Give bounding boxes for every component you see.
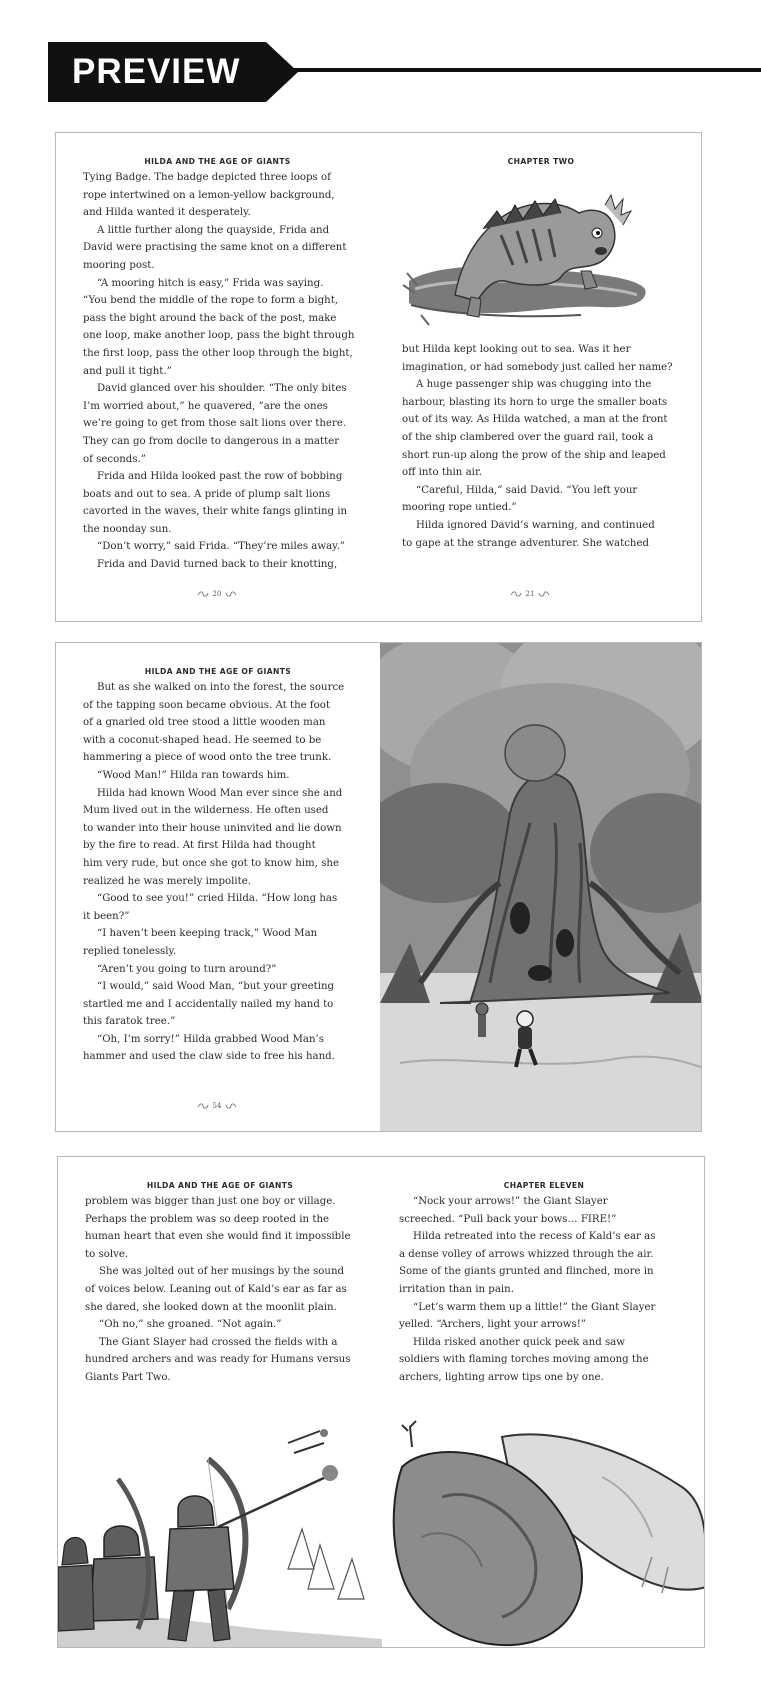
book-spread-2 bbox=[55, 642, 702, 1132]
flourish-icon bbox=[510, 590, 522, 598]
salt-lion-illustration bbox=[401, 185, 653, 335]
banner-label: PREVIEW bbox=[72, 52, 241, 91]
left-page bbox=[56, 643, 380, 1131]
running-head: CHAPTER TWO bbox=[507, 157, 575, 166]
banner-rule bbox=[280, 68, 761, 72]
left-page bbox=[58, 1157, 382, 1647]
right-page bbox=[379, 133, 702, 621]
running-head: HILDA AND THE AGE OF GIANTS bbox=[144, 667, 292, 676]
page-text: Tying Badge. The badge depicted three loops of rope intertwined on a lemon-yellow background, and Hilda wanted it desperately. A little further along the quayside, Frida and David were practising the same knot on a different mooring post. “A mooring hitch is easy,” Frida was saying. “You bend the middle of the rope to form a bight, pass the bight around the back of the post, make one loop, make another loop, pass the bight through the first loop, pass the other loop through the bight, and pull it tight.” David glanced over his shoulder. “The only bites I’m worried about,” he quavered, “are the ones we’re going to get from those salt lions over there. They can go from docile to dangerous in a matter of seconds.” Frida and Hilda looked past the row of bobbing boats and out to sea. A pride of plump salt lions cavorted in the waves, their white fangs glinting in the noonday sun. “Don’t worry,” said Frida. “They’re miles away.” Frida and David turned back to their knotting, bbox=[83, 172, 355, 571]
folio: 21 bbox=[500, 590, 560, 598]
folio: 20 bbox=[187, 590, 247, 598]
page-text: problem was bigger than just one boy or village. Perhaps the problem was so deep rooted in the human heart that even she would find it impossible to solve. She was jolted out of her musings by the sound of voices below. Leaning out of Kald’s ear as far as she dared, she looked down at the moonlit plain. “Oh no,” she groaned. “Not again.” The Giant Slayer had crossed the fields with a hundred archers and was ready for Humans versus Giants Part Two. bbox=[85, 1196, 351, 1383]
flourish-icon bbox=[197, 1102, 209, 1110]
flourish-icon bbox=[225, 1102, 237, 1110]
running-head: HILDA AND THE AGE OF GIANTS bbox=[144, 157, 291, 166]
left-page bbox=[56, 133, 379, 621]
flourish-icon bbox=[197, 590, 209, 598]
running-head: CHAPTER ELEVEN bbox=[503, 1181, 585, 1190]
book-spread-3 bbox=[57, 1156, 705, 1648]
page-text: “Nock your arrows!” the Giant Slayer screeched. “Pull back your bows… FIRE!” Hilda retreated into the recess of Kald’s ear as a dense volley of arrows whizzed through the air. Some of the giants grunted and flinched, more in irritation than in pain. “Let’s warm them up a little!” the Giant Slayer yelled. “Archers, light your arrows!” Hilda risked another quick peek and saw soldiers with flaming torches moving among the archers, lighting arrow tips one by one. bbox=[399, 1196, 656, 1383]
flourish-icon bbox=[225, 590, 237, 598]
book-spread-1 bbox=[55, 132, 702, 622]
forest-tree-illustration bbox=[380, 643, 702, 1132]
giant-ear-illustration bbox=[382, 1407, 705, 1648]
page-text: But as she walked on into the forest, the source of the tapping soon became obvious. At the foot of a gnarled old tree stood a little wooden man with a coconut-shaped head. He seemed to be hammering a piece of wood onto the tree trunk. “Wood Man!” Hilda ran towards him. Hilda had known Wood Man ever since she and Mum lived out in the wilderness. He often used to wander into their house uninvited and lie down by the fire to read. At first Hilda had thought him very rude, but once she got to know him, she realized he was merely impolite. “Good to see you!” cried Hilda. “How long has it been?” “I haven’t been keeping track,” Wood Man replied tonelessly. “Aren’t you going to turn around?” “I would,” said Wood Man, “but your greeting startled me and I accidentally nailed my hand to this faratok tree.” “Oh, I’m sorry!” Hilda grabbed Wood Man’s hammer and used the claw side to free his hand. bbox=[83, 682, 345, 1063]
flourish-icon bbox=[538, 590, 550, 598]
folio: 54 bbox=[187, 1102, 247, 1110]
running-head: HILDA AND THE AGE OF GIANTS bbox=[146, 1181, 294, 1190]
right-page bbox=[382, 1157, 705, 1647]
page-text: but Hilda kept looking out to sea. Was it her imagination, or had somebody just called her name? A huge passenger ship was chugging into the harbour, blasting its horn to urge the smaller boats out of its way. As Hilda watched, a man at the front of the ship clambered over the guard rail, took a short run-up along the prow of the ship and leaped off into thin air. “Careful, Hilda,” said David. “You left your mooring rope untied.” Hilda ignored David’s warning, and continued to gape at the strange adventurer. She watched bbox=[402, 344, 673, 549]
archers-illustration bbox=[58, 1419, 382, 1648]
